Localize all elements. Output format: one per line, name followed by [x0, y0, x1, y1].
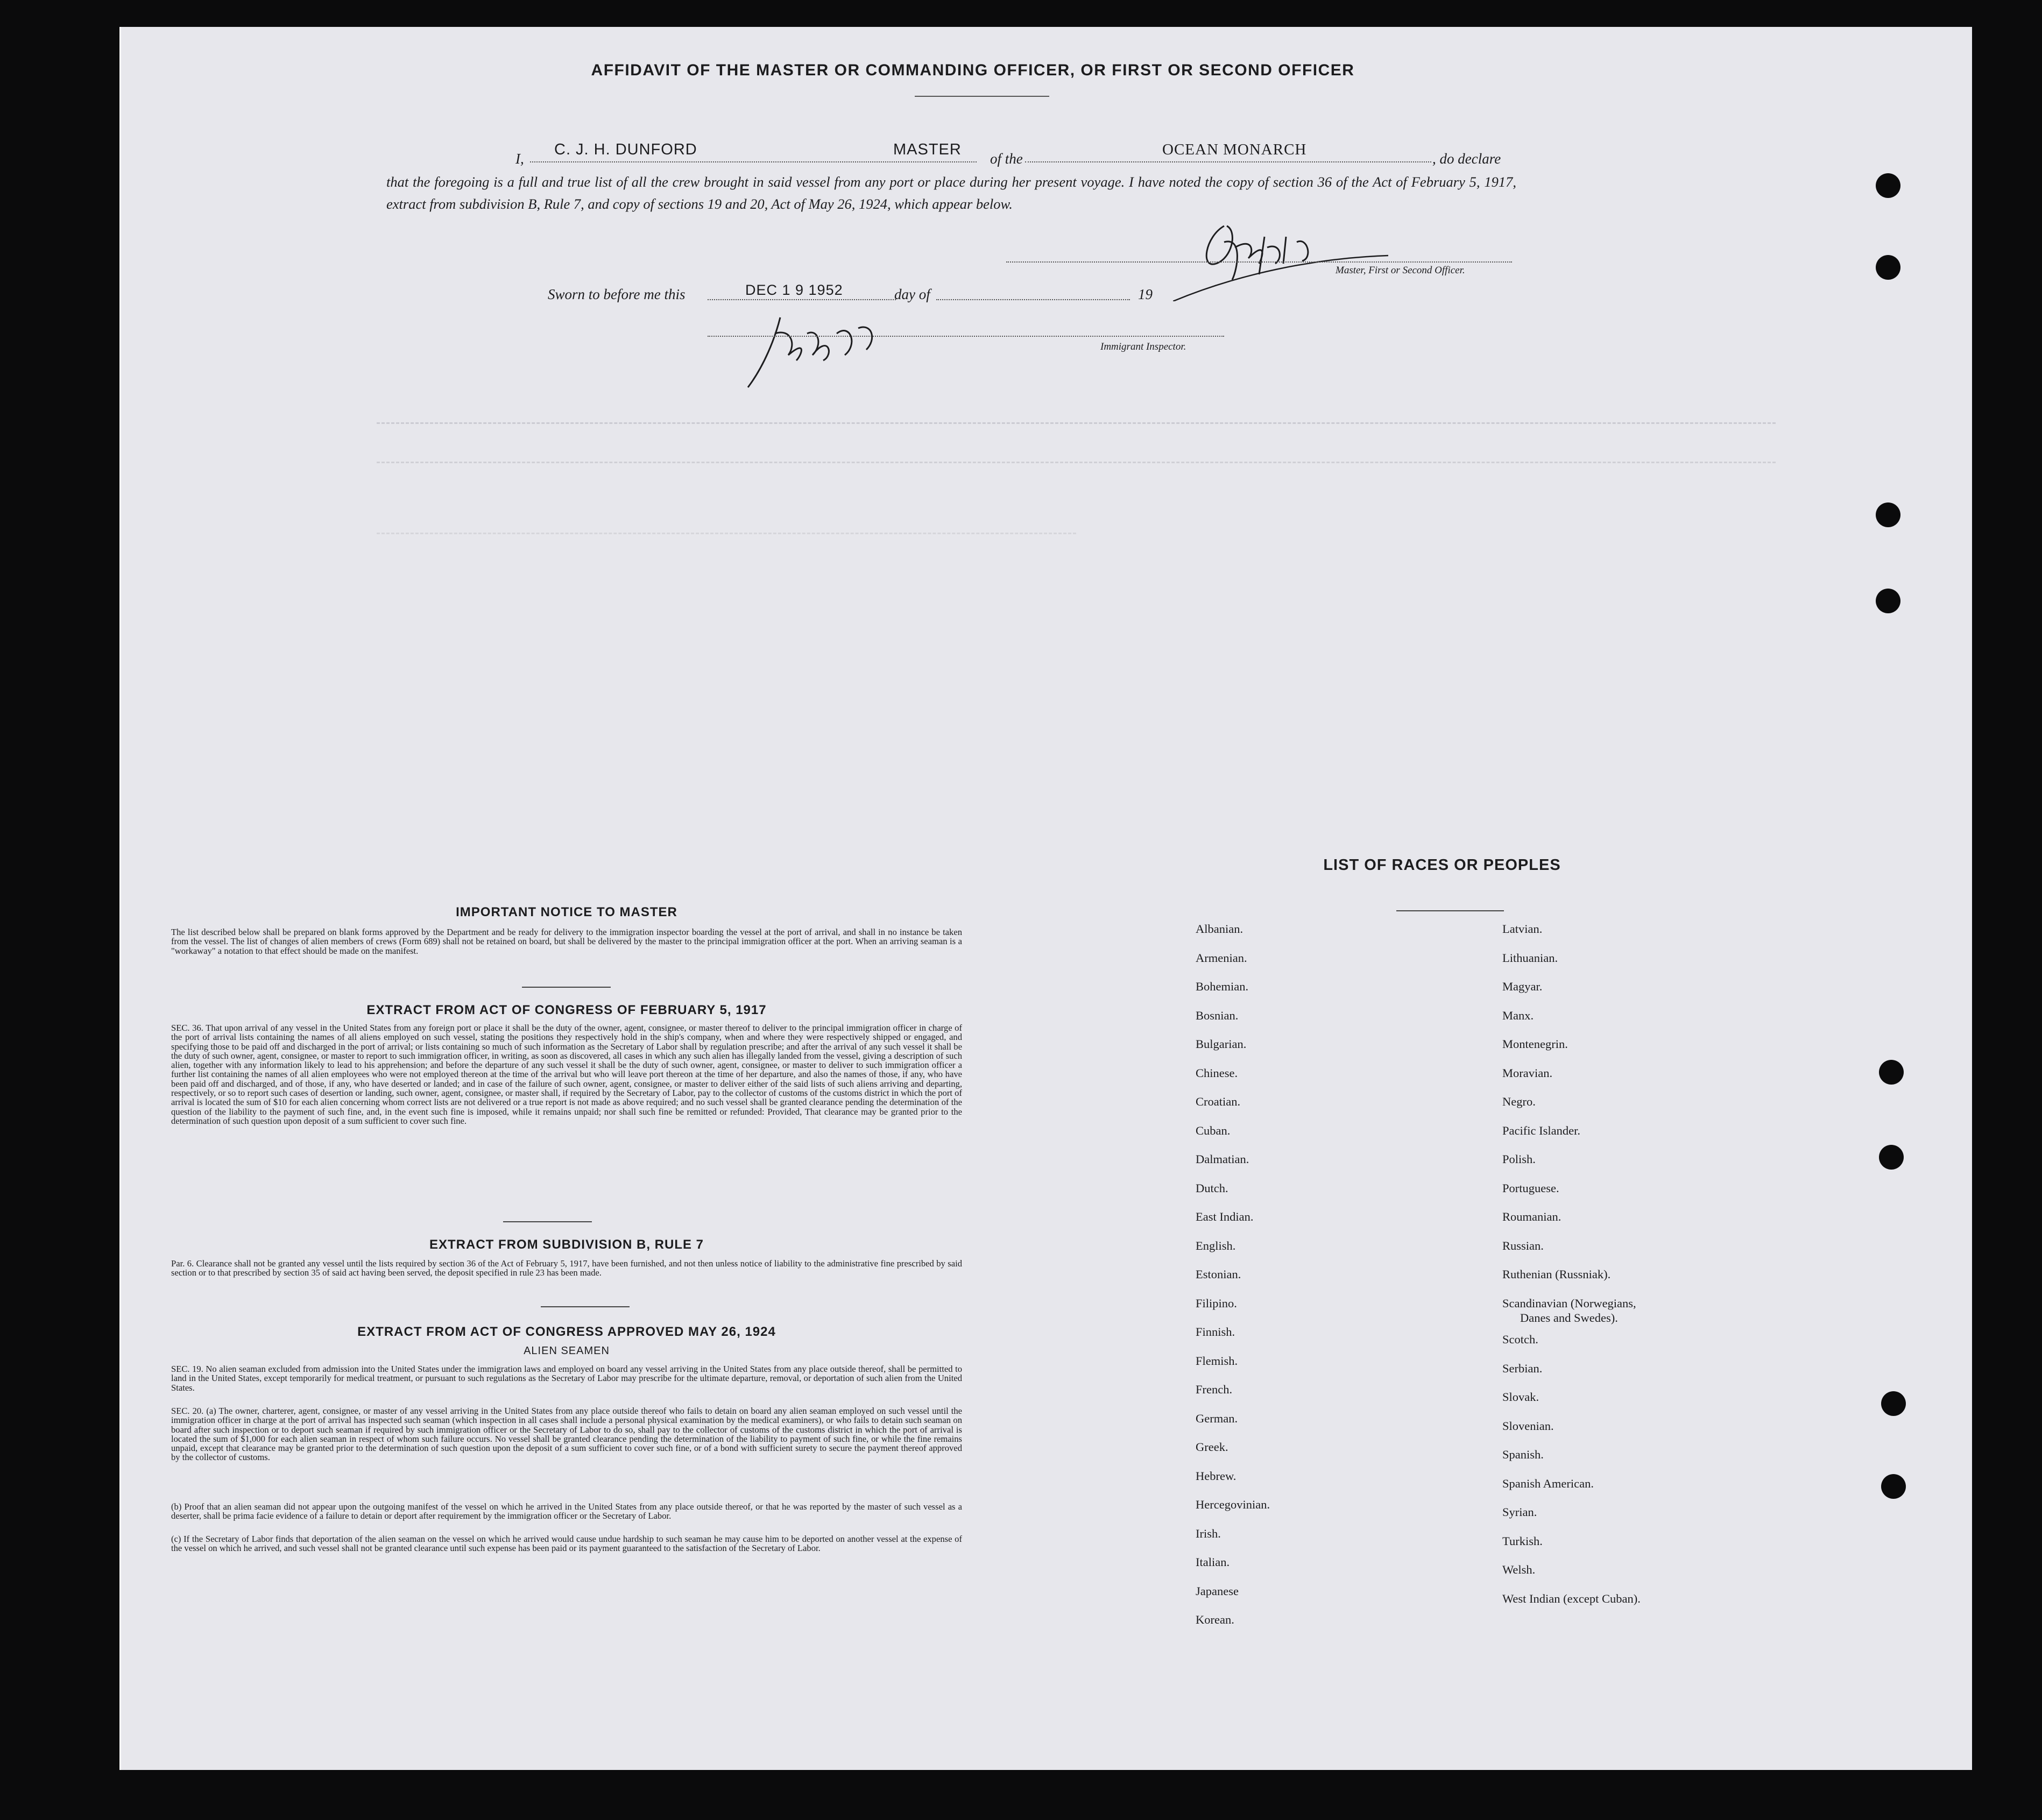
- race-item: Bosnian.: [1196, 1008, 1239, 1022]
- inspector-signature: [743, 301, 904, 393]
- race-item: Lithuanian.: [1502, 951, 1558, 965]
- sworn-label: Sworn to before me this: [548, 286, 686, 302]
- master-name: C. J. H. DUNFORD: [554, 141, 697, 158]
- race-item: Albanian.: [1196, 922, 1243, 936]
- extract-1924-title: EXTRACT FROM ACT OF CONGRESS APPROVED MAY 26, 1924: [357, 1325, 776, 1339]
- notice-body: The list described below shall be prepared on blank forms approved by the Department and be ready for delivery to the immigration inspector boarding the vessel at the port of arrival, and shall in no instance be taken from the vessel. The list of changes of alien members of crews (Form 689) shall not be retained on board, but shall be delivered by the master to the principal immigration officer at the port. When an arriving seaman is a "workaway" a notation to that effect should be made on the manifest.: [171, 927, 962, 956]
- race-item: Roumanian.: [1502, 1210, 1561, 1223]
- race-item: English.: [1196, 1238, 1236, 1252]
- race-item: Russian.: [1502, 1238, 1544, 1252]
- extract-1924-sec20a: SEC. 20. (a) The owner, charterer, agent, consignee, or master of any vessel arriving in the United States from any place outside thereof who fails to detain on board any alien seaman employed on such vessel until the immigration officer in charge at the port of arrival has inspected such seaman (which inspection in all cases shall include a personal physical examination by the medical examiners), or who fails to detain such seaman on board after such inspection or to deport such seaman if required by such immigration officer or the Secretary of Labor to do so, shall pay to the collector of customs of the customs district in which the port of arrival is located the sum of $1,000 for each alien seaman in respect of whom such failure occurs. No vessel shall be granted clearance pending the determination of the liability to payment of such fine, or while the fine remains unpaid, except that clearance may be granted prior to the determination of such question upon the deposit of a sum sufficient to cover such fine, or of a bond with sufficient surety to secure the payment thereof approved by the collector of customs.: [171, 1406, 962, 1463]
- race-item: East Indian.: [1196, 1210, 1254, 1223]
- race-item: Turkish.: [1502, 1534, 1543, 1548]
- punch-hole: [1879, 1145, 1904, 1170]
- race-item: Latvian.: [1502, 922, 1543, 936]
- do-declare-label: , do declare: [1432, 151, 1501, 167]
- of-the-label: of the: [990, 151, 1023, 167]
- vessel-line: [1025, 161, 1431, 162]
- race-item: Serbian.: [1502, 1361, 1543, 1375]
- punch-hole: [1879, 1060, 1904, 1085]
- race-item: Hercegovinian.: [1196, 1498, 1270, 1511]
- races-title-rule: [1396, 910, 1504, 911]
- race-item: Bulgarian.: [1196, 1037, 1247, 1051]
- sworn-date: DEC 1 9 1952: [745, 282, 843, 298]
- extract-1924-sec19: SEC. 19. No alien seaman excluded from admission into the United States under the immigration laws and employed on board any vessel arriving in the United States from any place outside thereof, shall be permitted to land in the United States, except temporarily for medical treatment, or pursuant to such regulations as the Secretary of Labor may prescribe for the ultimate departure, removal, or deportation of such alien from the United States.: [171, 1364, 962, 1393]
- extract-1924-sec20c: (c) If the Secretary of Labor finds that deportation of the alien seaman on the vessel on which he arrived would cause undue hardship to such seaman he may cause him to be deported on another vessel at the expense of the vessel on which he arrived, and such vessel shall not be granted clearance until such expense has been paid or its payment guaranteed to the satisfaction of the Secretary of Labor.: [171, 1534, 962, 1554]
- race-item: Negro.: [1502, 1095, 1536, 1108]
- punch-hole: [1876, 589, 1900, 613]
- race-item: Syrian.: [1502, 1505, 1537, 1519]
- race-item: French.: [1196, 1383, 1233, 1396]
- bleed-through-mark: [377, 462, 1776, 463]
- punch-hole: [1876, 255, 1900, 280]
- race-item: Korean.: [1196, 1613, 1234, 1626]
- extract-rule7-body: Par. 6. Clearance shall not be granted any vessel until the lists required by section 36 of the Act of February 5, 1917, have been furnished, and not then unless notice of liability to the administrative fine prescribed by said section or to that prescribed by section 35 of said act having been served, the deposit specified in rule 23 has been made.: [171, 1258, 962, 1278]
- inspector-signature-line: [708, 336, 1224, 337]
- race-item: Manx.: [1502, 1008, 1534, 1022]
- race-item: Japanese: [1196, 1584, 1239, 1598]
- race-item: Greek.: [1196, 1440, 1228, 1454]
- extract-1917-body: SEC. 36. That upon arrival of any vessel in the United States from any foreign port or place it shall be the duty of the owner, agent, consignee, or master thereof to deliver to the principal immigration officer in charge of the port of arrival lists containing the names of all aliens employed on such vessel, stating the positions they respectively hold in the ship's company, when and where they were respectively shipped or engaged, and specifying those to be paid off and discharged in the port of arrival; or lists containing so much of such information as the Secretary of Labor shall by regulation prescribe; and after the arrival of any such vessel it shall be the duty of such owner, agent, consignee, or master to report to such immigration officer, in writing, as soon as discovered, all cases in which any such alien has illegally landed from the vessel, giving a description of such alien, together with any information likely to lead to his apprehension; and before the departure of any such vessel it shall be the duty of such owner, agent, consignee, or master to deliver to such immigration officer a further list containing the names of all alien employees who were not employed thereon at the time of the arrival but who will leave port thereon at the time of her departure, and also the names of those, if any, who have been paid off and discharged, and of those, if any, who have deserted or landed; and in case of the failure of such owner, agent, consignee, or master to deliver either of the said lists of such aliens arriving and departing, respectively, or so to report such cases of desertion or landing, such owner, agent, consignee, or master shall, if required by the Secretary of Labor, pay to the collector of customs of the customs district in which the port of arrival is located the sum of $10 for each alien concerning whom correct lists are not delivered or a true report is not made as above required; and no such vessel shall be granted clearance pending the determination of the question of the liability to the payment of such fine, and, in the event such fine is imposed, while it remains unpaid; nor shall such fine be remitted or refunded: Provided, That clearance may be granted prior to the determination of such question upon deposit of a sum sufficient to cover such fine.: [171, 1023, 962, 1126]
- race-item: Magyar.: [1502, 980, 1543, 993]
- race-item: Scandinavian (Norwegians,: [1502, 1296, 1636, 1310]
- race-item: Chinese.: [1196, 1066, 1238, 1080]
- punch-hole: [1876, 173, 1900, 198]
- affidavit-title: AFFIDAVIT OF THE MASTER OR COMMANDING OFFICER, OR FIRST OR SECOND OFFICER: [591, 61, 1355, 79]
- race-item: German.: [1196, 1411, 1238, 1425]
- punch-hole: [1881, 1474, 1906, 1499]
- bleed-through-mark: [377, 533, 1076, 534]
- race-item: Finnish.: [1196, 1325, 1235, 1339]
- race-item: Spanish.: [1502, 1448, 1544, 1461]
- bleed-through-mark: [377, 422, 1776, 424]
- race-item: Pacific Islander.: [1502, 1123, 1580, 1137]
- race-item: Slovenian.: [1502, 1419, 1554, 1433]
- race-item: Moravian.: [1502, 1066, 1553, 1080]
- race-item: Filipino.: [1196, 1296, 1237, 1310]
- race-item: West Indian (except Cuban).: [1502, 1591, 1641, 1605]
- race-item: Italian.: [1196, 1555, 1230, 1569]
- master-rank: MASTER: [893, 141, 962, 158]
- day-of-label: day of: [894, 286, 930, 302]
- sworn-date-line: [708, 299, 896, 300]
- i-label: I,: [515, 151, 524, 167]
- race-item: Estonian.: [1196, 1267, 1241, 1281]
- section-divider: [503, 1221, 592, 1222]
- section-divider: [541, 1306, 630, 1307]
- vessel-name: OCEAN MONARCH: [1162, 141, 1307, 158]
- race-item: Irish.: [1196, 1526, 1221, 1540]
- race-item: Scotch.: [1502, 1333, 1538, 1346]
- punch-hole: [1881, 1391, 1906, 1416]
- punch-hole: [1876, 502, 1900, 527]
- month-line: [936, 299, 1130, 300]
- race-item: Bohemian.: [1196, 980, 1249, 993]
- officer-caption: Master, First or Second Officer.: [1336, 265, 1465, 276]
- race-item: Spanish American.: [1502, 1476, 1594, 1490]
- section-divider: [522, 987, 611, 988]
- affidavit-statement: that the foregoing is a full and true list of all the crew brought in said vessel from any port or place during her present voyage. I have noted the copy of section 36 of the Act of February 5, 1917, extract from subdivision B, Rule 7, and copy of sections 19 and 20, Act of May 26, 1924, which appear below.: [386, 174, 1516, 212]
- race-item: Portuguese.: [1502, 1181, 1559, 1195]
- race-item: Dutch.: [1196, 1181, 1228, 1195]
- extract-1924-sec20b: (b) Proof that an alien seaman did not appear upon the outgoing manifest of the vessel on which he arrived in the United States from any place outside thereof, or that he was reported by the master of such vessel as a deserter, shall be prima facie evidence of a failure to detain or deport after requirement by the immigration officer or the Secretary of Labor.: [171, 1502, 962, 1521]
- race-item: Welsh.: [1502, 1563, 1536, 1576]
- race-item: Montenegrin.: [1502, 1037, 1568, 1051]
- year-prefix: 19: [1138, 286, 1153, 302]
- extract-rule7-title: EXTRACT FROM SUBDIVISION B, RULE 7: [429, 1237, 704, 1252]
- race-item: Danes and Swedes).: [1520, 1311, 1618, 1325]
- race-item: Hebrew.: [1196, 1469, 1236, 1483]
- extract-1917-title: EXTRACT FROM ACT OF CONGRESS OF FEBRUARY 5, 1917: [366, 1003, 767, 1017]
- race-item: Armenian.: [1196, 951, 1247, 965]
- race-item: Slovak.: [1502, 1390, 1539, 1404]
- extract-1924-subtitle: ALIEN SEAMEN: [524, 1345, 610, 1357]
- officer-signature-line: [1006, 261, 1512, 263]
- name-line: [530, 161, 977, 162]
- notice-title: IMPORTANT NOTICE TO MASTER: [456, 905, 677, 919]
- race-item: Croatian.: [1196, 1095, 1241, 1108]
- race-item: Polish.: [1502, 1152, 1536, 1166]
- race-item: Flemish.: [1196, 1354, 1238, 1368]
- race-item: Dalmatian.: [1196, 1152, 1249, 1166]
- race-item: Ruthenian (Russniak).: [1502, 1267, 1611, 1281]
- inspector-caption: Immigrant Inspector.: [1100, 341, 1186, 352]
- title-rule: [915, 96, 1049, 97]
- race-item: Cuban.: [1196, 1123, 1231, 1137]
- master-signature: [1173, 204, 1388, 301]
- races-title: LIST OF RACES OR PEOPLES: [1323, 856, 1561, 874]
